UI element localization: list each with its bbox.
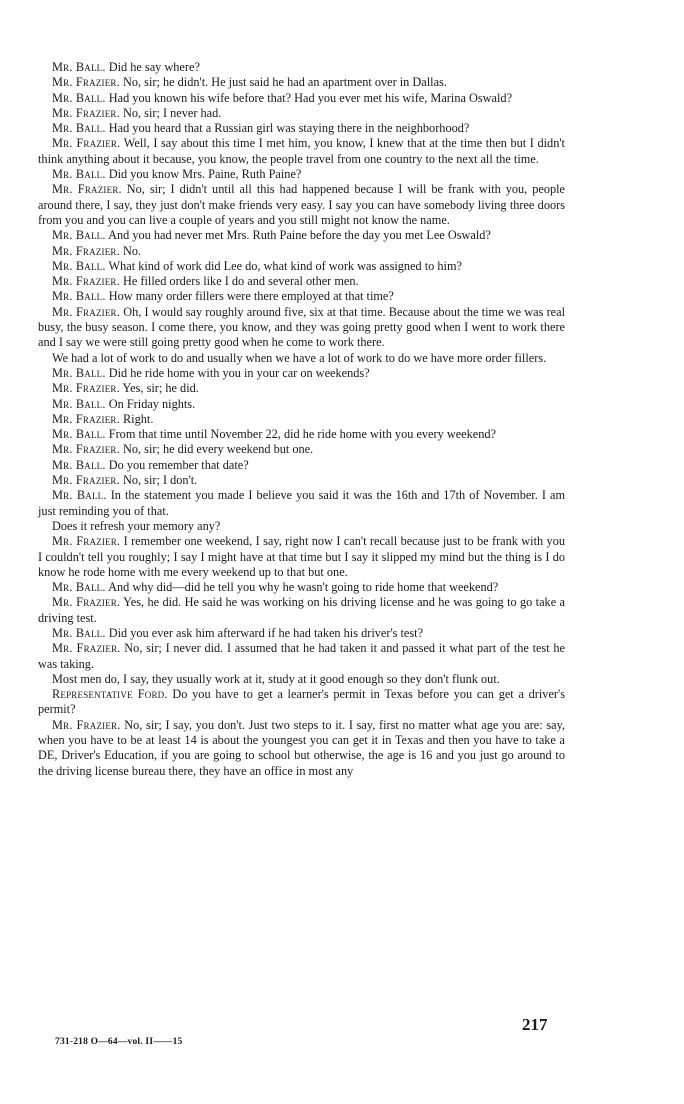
- testimony-paragraph: [38, 289, 565, 304]
- speaker-name: Mr. Frazier.: [52, 473, 120, 488]
- testimony-paragraph: [38, 75, 565, 90]
- testimony-paragraph: [38, 121, 565, 136]
- speech-text: Yes, he did. He said he was working on his driving license and he was going to go take a driving test.: [38, 595, 565, 625]
- speech-text: Did he ride home with you in your car on weekends?: [108, 365, 370, 380]
- speaker-name: Mr. Frazier.: [52, 182, 122, 197]
- testimony-paragraph: [38, 442, 565, 457]
- testimony-paragraph: [38, 473, 565, 488]
- speaker-name: Mr. Frazier.: [52, 595, 121, 610]
- speech-text: Did you know Mrs. Paine, Ruth Paine?: [108, 167, 302, 182]
- testimony-paragraph: [38, 60, 565, 75]
- speech-text: Did he say where?: [108, 60, 200, 74]
- speech-text: No, sir; I didn't until all this had happened because I will be frank with you, people around there, I say, they just don't make friends very easy. I say you can have somebody living three doors from you and you can live a couple of years and you still might not know the name.: [38, 182, 565, 227]
- speech-text: Had you heard that a Russian girl was staying there in the neighborhood?: [108, 121, 470, 136]
- speech-text: No, sir; I never did. I assumed that he had taken it and passed it what part of the test he was taking.: [38, 641, 565, 671]
- testimony-paragraph: [38, 136, 565, 167]
- speech-text: In the statement you made I believe you said it was the 16th and 17th of November. I am just reminding you of that.: [38, 488, 566, 518]
- speaker-name: Mr. Ball.: [52, 258, 106, 273]
- speech-text: No, sir; he didn't. He just said he had an apartment over in Dallas.: [122, 75, 447, 90]
- speech-text: Well, I say about this time I met him, you know, I knew that at the time then but I didn't think anything about it because, you know, the people travel from one country to the next all the time.: [38, 136, 565, 166]
- speech-text: Yes, sir; he did.: [122, 381, 199, 396]
- speaker-name: Mr. Ball.: [52, 396, 106, 411]
- speech-text: No, sir; I say, you don't. Just two steps to it. I say, first no matter what age you are: say, when you have to be at least 14 is about the youngest you can get it in Texas and then you have to take a DE, Driver's Education, if you are going to school but otherwise, the age is 16 and you just go around to the driving license bureau there, they have an office in most any: [38, 717, 565, 778]
- speech-text: Oh, I would say roughly around five, six at that time. Because about the time we was real busy, the busy season. I come there, you know, and they was going pretty good when I went to work there and I say we were still going pretty good when he come to work there.: [38, 304, 565, 350]
- testimony-paragraph: [38, 397, 565, 412]
- testimony-paragraph: [38, 351, 565, 366]
- speech-text: And why did—did he tell you why he wasn't going to ride home that weekend?: [108, 580, 499, 595]
- speech-text: On Friday nights.: [108, 396, 196, 411]
- speech-text: And you had never met Mrs. Ruth Paine before the day you met Lee Oswald?: [108, 228, 491, 243]
- speech-text: No, sir; I never had.: [122, 105, 222, 120]
- testimony-paragraph: [38, 182, 565, 228]
- speech-text: No, sir; he did every weekend but one.: [122, 442, 314, 457]
- testimony-paragraph: [38, 244, 565, 259]
- speech-text: Do you remember that date?: [108, 457, 249, 472]
- speaker-name: Mr. Ball.: [52, 228, 106, 243]
- speech-text: What kind of work did Lee do, what kind of work was assigned to him?: [108, 258, 462, 273]
- speaker-name: Mr. Frazier.: [52, 381, 120, 396]
- speech-text: No.: [122, 243, 142, 258]
- testimony-paragraph: [38, 274, 565, 289]
- speaker-name: Mr. Frazier.: [52, 534, 121, 549]
- speaker-name: Mr. Ball.: [52, 167, 106, 182]
- page-number: 217: [522, 1015, 548, 1034]
- speaker-name: Mr. Ball.: [52, 60, 106, 74]
- speech-text: We had a lot of work to do and usually when we have a lot of work to do we have more order fillers.: [52, 350, 547, 365]
- testimony-paragraph: [38, 488, 565, 519]
- speech-text: Most men do, I say, they usually work at it, study at it good enough so they don't flunk out.: [52, 671, 500, 686]
- speaker-name: Mr. Ball.: [52, 427, 106, 442]
- speaker-name: Mr. Frazier.: [52, 304, 121, 319]
- speaker-name: Mr. Frazier.: [52, 641, 121, 656]
- testimony-paragraph: [38, 412, 565, 427]
- speech-text: Had you known his wife before that? Had you ever met his wife, Marina Oswald?: [108, 90, 513, 105]
- speech-text: Do you have to get a learner's permit in Texas before you can get a driver's permit?: [38, 687, 566, 717]
- speech-text: No, sir; I don't.: [122, 473, 198, 488]
- speaker-name: Mr. Ball.: [52, 289, 106, 304]
- testimony-paragraph: [38, 718, 565, 779]
- speech-text: How many order fillers were there employed at that time?: [108, 289, 394, 304]
- testimony-paragraph: [38, 595, 565, 626]
- speaker-name: Mr. Frazier.: [52, 717, 121, 732]
- testimony-paragraph: [38, 91, 565, 106]
- speaker-name: Mr. Ball.: [52, 365, 106, 380]
- speaker-name: Mr. Ball.: [52, 457, 106, 472]
- testimony-paragraph: [38, 427, 565, 442]
- speaker-name: Mr. Frazier.: [52, 411, 120, 426]
- testimony-paragraph: [38, 305, 565, 351]
- speaker-name: Mr. Ball.: [52, 121, 106, 136]
- speech-text: Does it refresh your memory any?: [52, 518, 221, 533]
- speaker-name: Mr. Frazier.: [52, 243, 120, 258]
- print-code: 731-218 O—64—vol. II——15: [55, 1037, 183, 1047]
- speaker-name: Mr. Frazier.: [52, 105, 120, 120]
- testimony-paragraph: [38, 534, 565, 580]
- testimony-paragraph: [38, 106, 565, 121]
- speaker-name: Mr. Frazier.: [52, 75, 120, 90]
- speaker-name: Mr. Frazier.: [52, 442, 120, 457]
- testimony-paragraph: [38, 458, 565, 473]
- testimony-paragraph: [38, 687, 565, 718]
- testimony-paragraph: [38, 228, 565, 243]
- speech-text: Did you ever ask him afterward if he had taken his driver's test?: [108, 625, 424, 640]
- testimony-paragraph: [38, 167, 565, 182]
- testimony-paragraph: [38, 366, 565, 381]
- testimony-paragraph: [38, 626, 565, 641]
- testimony-paragraph: [38, 580, 565, 595]
- speaker-name: Mr. Ball.: [52, 488, 107, 503]
- transcript-body: [38, 60, 565, 779]
- testimony-paragraph: [38, 519, 565, 534]
- testimony-paragraph: [38, 381, 565, 396]
- speech-text: From that time until November 22, did he ride home with you every weekend?: [108, 427, 496, 442]
- speaker-name: Mr. Ball.: [52, 90, 106, 105]
- speaker-name: Representative Ford.: [52, 687, 168, 702]
- speech-text: Right.: [122, 411, 154, 426]
- speaker-name: Mr. Ball.: [52, 580, 106, 595]
- speech-text: He filled orders like I do and several other men.: [122, 274, 359, 289]
- testimony-paragraph: [38, 259, 565, 274]
- testimony-paragraph: [38, 672, 565, 687]
- testimony-paragraph: [38, 641, 565, 672]
- speaker-name: Mr. Frazier.: [52, 274, 120, 289]
- speaker-name: Mr. Ball.: [52, 625, 106, 640]
- speaker-name: Mr. Frazier.: [52, 136, 121, 151]
- speech-text: I remember one weekend, I say, right now I can't recall because just to be frank with you I couldn't tell you roughly; I say I might have at that time but I say it slipped my mind but the thing is I do know he rode home with me every weekend up to that but one.: [38, 534, 565, 579]
